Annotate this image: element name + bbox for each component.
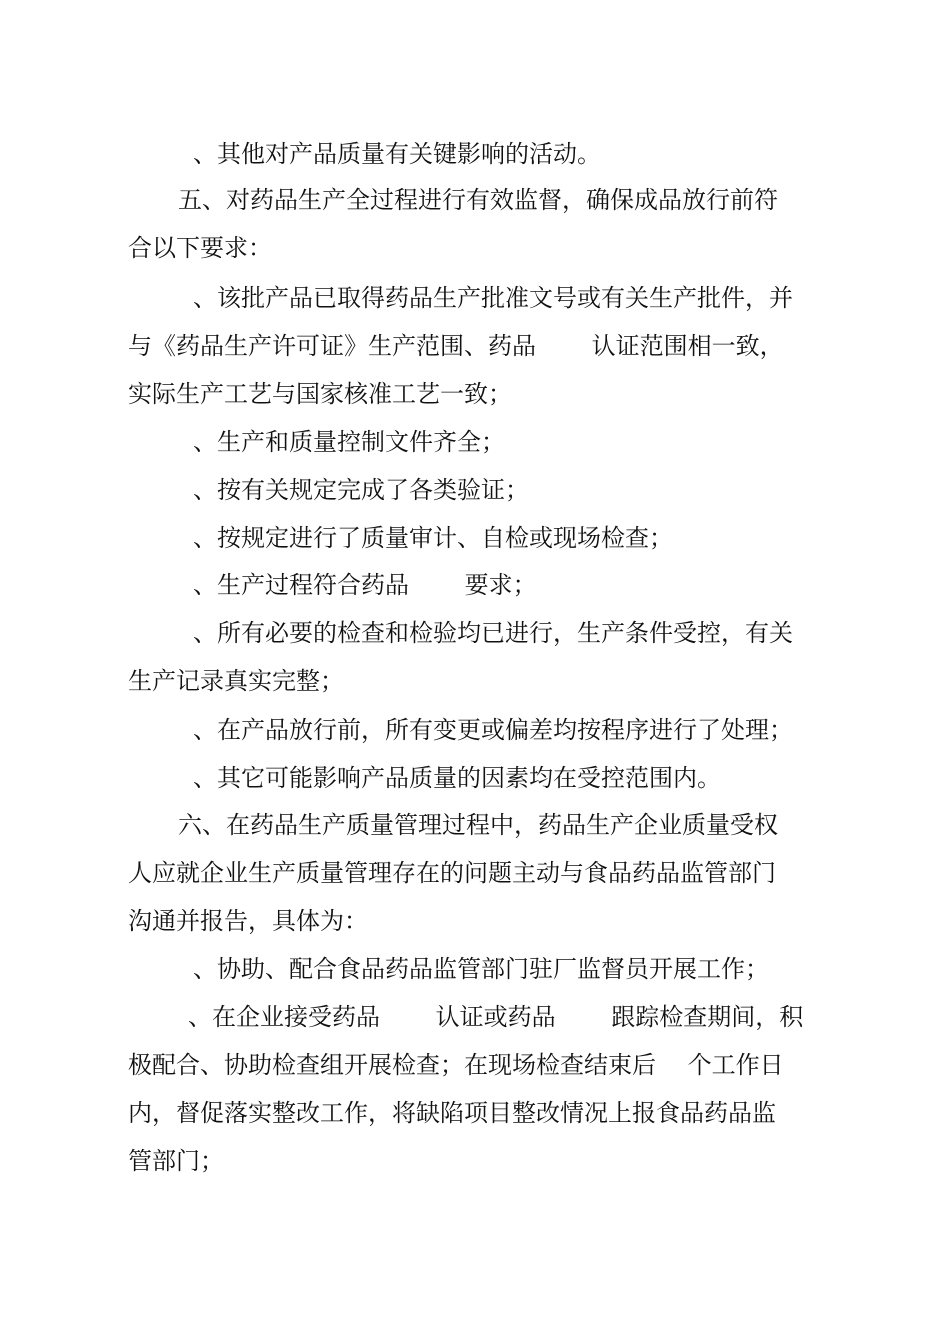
text-line: 人应就企业生产质量管理存在的问题主动与食品药品监管部门: [128, 859, 776, 887]
text-line: 生产记录真实完整；: [128, 667, 344, 695]
text-line: 、其它可能影响产品质量的因素均在受控范围内。: [193, 764, 721, 792]
text-line: 、其他对产品质量有关键影响的活动。: [193, 140, 601, 168]
text-line: 、生产过程符合药品 要求；: [193, 571, 537, 599]
text-line: 、该批产品已取得药品生产批准文号或有关生产批件，并: [193, 284, 793, 312]
text-line: 内，督促落实整改工作，将缺陷项目整改情况上报食品药品监: [128, 1099, 776, 1127]
text-line: 、生产和质量控制文件齐全；: [193, 428, 505, 456]
text-line: 、在企业接受药品 认证或药品 跟踪检查期间，积: [188, 1003, 804, 1031]
text-line: 、按有关规定完成了各类验证；: [193, 476, 529, 504]
text-line: 合以下要求：: [128, 234, 272, 262]
text-line: 五、对药品生产全过程进行有效监督，确保成品放行前符: [178, 186, 778, 214]
text-line: 、协助、配合食品药品监管部门驻厂监督员开展工作；: [193, 955, 769, 983]
text-line: 、在产品放行前，所有变更或偏差均按程序进行了处理；: [193, 716, 793, 744]
text-line: 、所有必要的检查和检验均已进行，生产条件受控，有关: [193, 619, 793, 647]
text-line: 与《药品生产许可证》生产范围、药品 认证范围相一致，: [128, 332, 784, 360]
text-line: 六、在药品生产质量管理过程中，药品生产企业质量受权: [178, 811, 778, 839]
text-line: 沟通并报告，具体为：: [128, 907, 368, 935]
text-line: 管部门；: [128, 1147, 224, 1175]
text-line: 极配合、协助检查组开展检查；在现场检查结束后 个工作日: [128, 1051, 784, 1079]
text-line: 、按规定进行了质量审计、自检或现场检查；: [193, 524, 673, 552]
text-line: 实际生产工艺与国家核准工艺一致；: [128, 380, 512, 408]
